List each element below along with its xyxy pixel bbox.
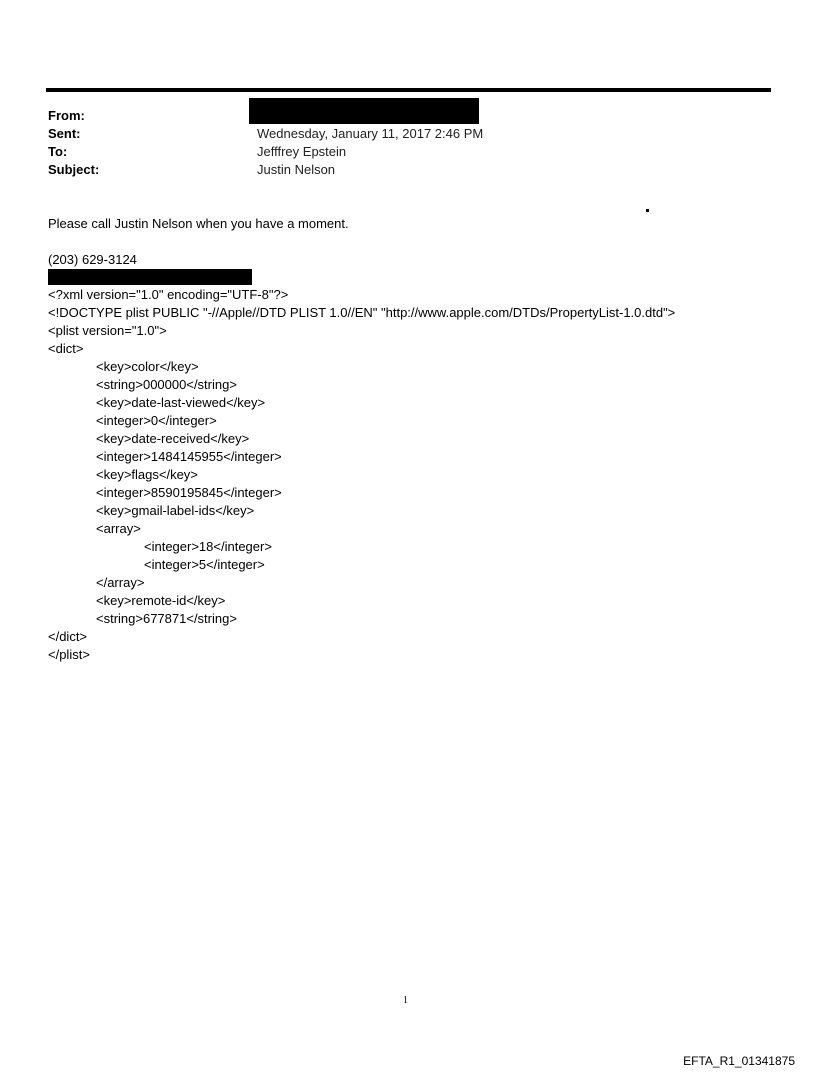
plist-line: <string>000000</string> xyxy=(96,377,237,392)
plist-line: <plist version="1.0"> xyxy=(48,323,167,338)
sent-label: Sent: xyxy=(48,126,81,141)
plist-line: <integer>18</integer> xyxy=(144,539,272,554)
sent-value: Wednesday, January 11, 2017 2:46 PM xyxy=(257,126,484,141)
plist-line: <key>remote-id</key> xyxy=(96,593,226,608)
plist-line: <integer>0</integer> xyxy=(96,413,217,428)
page-number: 1 xyxy=(403,995,408,1006)
message-text: Please call Justin Nelson when you have a moment. xyxy=(48,216,349,231)
signature-redaction xyxy=(48,269,252,285)
plist-block xyxy=(48,286,675,664)
plist-line: <key>color</key> xyxy=(96,359,199,374)
plist-line: <integer>8590195845</integer> xyxy=(96,485,282,500)
plist-line: </dict> xyxy=(48,629,88,644)
plist-line: </array> xyxy=(96,575,145,590)
subject-value: Justin Nelson xyxy=(257,162,336,177)
plist-line: </plist> xyxy=(48,647,90,662)
to-label: To: xyxy=(48,144,68,159)
plist-line: <!DOCTYPE plist PUBLIC "-//Apple//DTD PLIST 1.0//EN" "http://www.apple.com/DTDs/PropertyList-1.0.dtd"> xyxy=(48,305,676,320)
document-id: EFTA_R1_01341875 xyxy=(683,1054,795,1068)
from-redaction xyxy=(249,98,479,124)
subject-label: Subject: xyxy=(48,162,100,177)
plist-line: <dict> xyxy=(48,341,84,356)
plist-line: <key>date-last-viewed</key> xyxy=(96,395,266,410)
plist-line: <string>677871</string> xyxy=(96,611,237,626)
plist-line: <key>date-received</key> xyxy=(96,431,250,446)
plist-line: <array> xyxy=(96,521,141,536)
phone-number: (203) 629-3124 xyxy=(48,252,137,267)
from-label: From: xyxy=(48,108,85,123)
header-rule xyxy=(46,88,771,92)
plist-line: <key>gmail-label-ids</key> xyxy=(96,503,255,518)
plist-line: <integer>1484145955</integer> xyxy=(96,449,282,464)
plist-line: <key>flags</key> xyxy=(96,467,198,482)
plist-line: <integer>5</integer> xyxy=(144,557,265,572)
stray-dot xyxy=(646,209,649,212)
to-value: Jefffrey Epstein xyxy=(257,144,347,159)
plist-line: <?xml version="1.0" encoding="UTF-8"?> xyxy=(48,287,289,302)
